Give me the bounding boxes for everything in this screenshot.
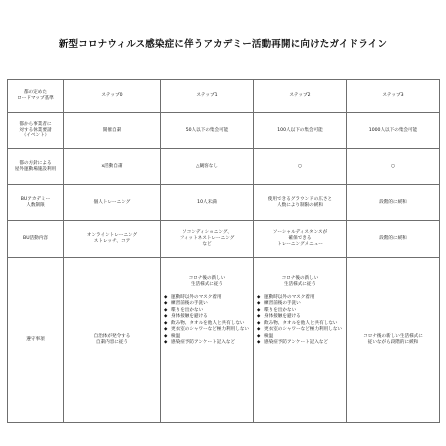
diamond-bullet-icon: ◆ <box>164 333 168 339</box>
diamond-bullet-icon: ◆ <box>164 294 168 300</box>
diamond-bullet-icon: ◆ <box>257 320 261 326</box>
rules-cell-step-0: 自治体が発令する 自粛内容に従う <box>64 258 161 423</box>
rule-item <box>164 314 250 320</box>
header-step-3: ステップ3 <box>347 80 440 113</box>
table-cell: オンライントレーニング ストレッチ、コア <box>64 221 161 258</box>
rule-item-text: 飲み物、タオルを他人と共有しない <box>264 320 338 326</box>
table-row <box>8 221 440 258</box>
rule-item-text: 運動時以外のマスク着用 <box>264 294 315 300</box>
diamond-bullet-icon: ◆ <box>164 320 168 326</box>
diamond-bullet-icon: ◆ <box>257 314 261 320</box>
rule-item-text: 喋りを出かない <box>171 307 204 313</box>
rule-item-text: 検温 <box>264 333 274 339</box>
rule-item <box>257 301 343 307</box>
rule-item <box>164 321 250 327</box>
rule-item-text: 運動時以外のマスク着用 <box>171 294 222 300</box>
table-row-rules <box>8 258 440 423</box>
table-cell: 開催自粛 <box>64 113 161 149</box>
table-cell: 50人以下の集会可能 <box>161 113 254 149</box>
rules-list <box>164 295 250 346</box>
diamond-bullet-icon: ◆ <box>164 307 168 313</box>
table-cell: 1000人以下の集会可能 <box>347 113 440 149</box>
diamond-bullet-icon: ◆ <box>257 340 261 346</box>
table-cell: 個人トレーニング <box>64 185 161 221</box>
rule-item-text: 練習前後の手洗い <box>171 301 208 307</box>
diamond-bullet-icon: ◆ <box>257 307 261 313</box>
table-cell: 段階的に緩和 <box>347 221 440 258</box>
row-label-headcount-limit: BUアカデミー 人数制限 <box>8 185 64 221</box>
table-row <box>8 185 440 221</box>
diamond-bullet-icon: ◆ <box>257 294 261 300</box>
table-cell: ソコンディショニング、 フィットネストレーニング など <box>161 221 254 258</box>
header-step-0: ステップ0 <box>64 80 161 113</box>
rule-item-text: 身体接触を避ける <box>264 314 301 320</box>
rule-item <box>164 334 250 340</box>
rule-item-text: 感染症予防アンケート記入など <box>171 340 236 346</box>
rule-item <box>257 340 343 346</box>
rules-intro: コロナ後の新しい 生活様式に従う <box>281 276 319 287</box>
rules-intro: コロナ後の新しい 生活様式に従う <box>188 276 226 287</box>
rule-item <box>164 327 250 333</box>
diamond-bullet-icon: ◆ <box>164 314 168 320</box>
header-step-2: ステップ2 <box>254 80 347 113</box>
rule-item-text: 感染症予防アンケート記入など <box>264 340 329 346</box>
table-cell: ○ <box>254 149 347 185</box>
page-title: 新型コロナウィルス感染症に伴うアカデミー活動再開に向けたガイドライン <box>58 39 388 50</box>
rule-item <box>257 321 343 327</box>
diamond-bullet-icon: ◆ <box>257 333 261 339</box>
rule-item <box>164 308 250 314</box>
table-cell: ソーシャルディスタンスが 確保できる トレーニングメニュー <box>254 221 347 258</box>
rule-item-text: 更衣室のシャワーなど極力利用しない <box>171 327 250 333</box>
header-step-1: ステップ1 <box>161 80 254 113</box>
rule-item <box>257 308 343 314</box>
rule-item <box>257 295 343 301</box>
rules-cell-step-2 <box>254 258 347 423</box>
diamond-bullet-icon: ◆ <box>164 327 168 333</box>
row-label-outdoor-facility: 都の方針による 屋外運動場施設利用 <box>8 149 64 185</box>
rule-item <box>257 327 343 333</box>
table-cell: 使用できるグラウンドの広さと 人数により制限の緩和 <box>254 185 347 221</box>
rules-cell-step-3: コロナ後の新しい生活様式に 従いながら段階的に緩和 <box>347 258 440 423</box>
table-cell: 10人未満 <box>161 185 254 221</box>
rule-item <box>164 340 250 346</box>
table-row <box>8 149 440 185</box>
rule-item-text: 練習前後の手洗い <box>264 301 301 307</box>
table-row <box>8 113 440 149</box>
rule-item-text: 身体接触を避ける <box>171 314 208 320</box>
rule-item-text: 飲み物、タオルを他人と共有しない <box>171 320 245 326</box>
table-cell: △観客なし <box>161 149 254 185</box>
guideline-table <box>7 79 440 423</box>
rules-cell-step-1 <box>161 258 254 423</box>
row-label-activity: BU活動内容 <box>8 221 64 258</box>
table-cell: x活動自粛 <box>64 149 161 185</box>
rule-item <box>164 301 250 307</box>
rule-item <box>164 295 250 301</box>
diamond-bullet-icon: ◆ <box>164 340 168 346</box>
rule-item-text: 検温 <box>171 333 181 339</box>
rules-list <box>257 295 343 346</box>
table-cell: ○ <box>347 149 440 185</box>
diamond-bullet-icon: ◆ <box>164 301 168 307</box>
row-label-gathering: 都から事業者に 対する休業要請 （イベント） <box>8 113 64 149</box>
table-cell: 100人以下の集会可能 <box>254 113 347 149</box>
table-cell: 段階的に緩和 <box>347 185 440 221</box>
row-label-rules: 遵守事項 <box>8 258 64 423</box>
diamond-bullet-icon: ◆ <box>257 301 261 307</box>
header-label-cell: 都の定めた ロードマップ基準 <box>8 80 64 113</box>
rule-item <box>257 314 343 320</box>
rule-item <box>257 334 343 340</box>
rule-item-text: 喋りを出かない <box>264 307 297 313</box>
diamond-bullet-icon: ◆ <box>257 327 261 333</box>
rule-item-text: 更衣室のシャワーなど極力利用しない <box>264 327 343 333</box>
table-header-row <box>8 80 440 113</box>
